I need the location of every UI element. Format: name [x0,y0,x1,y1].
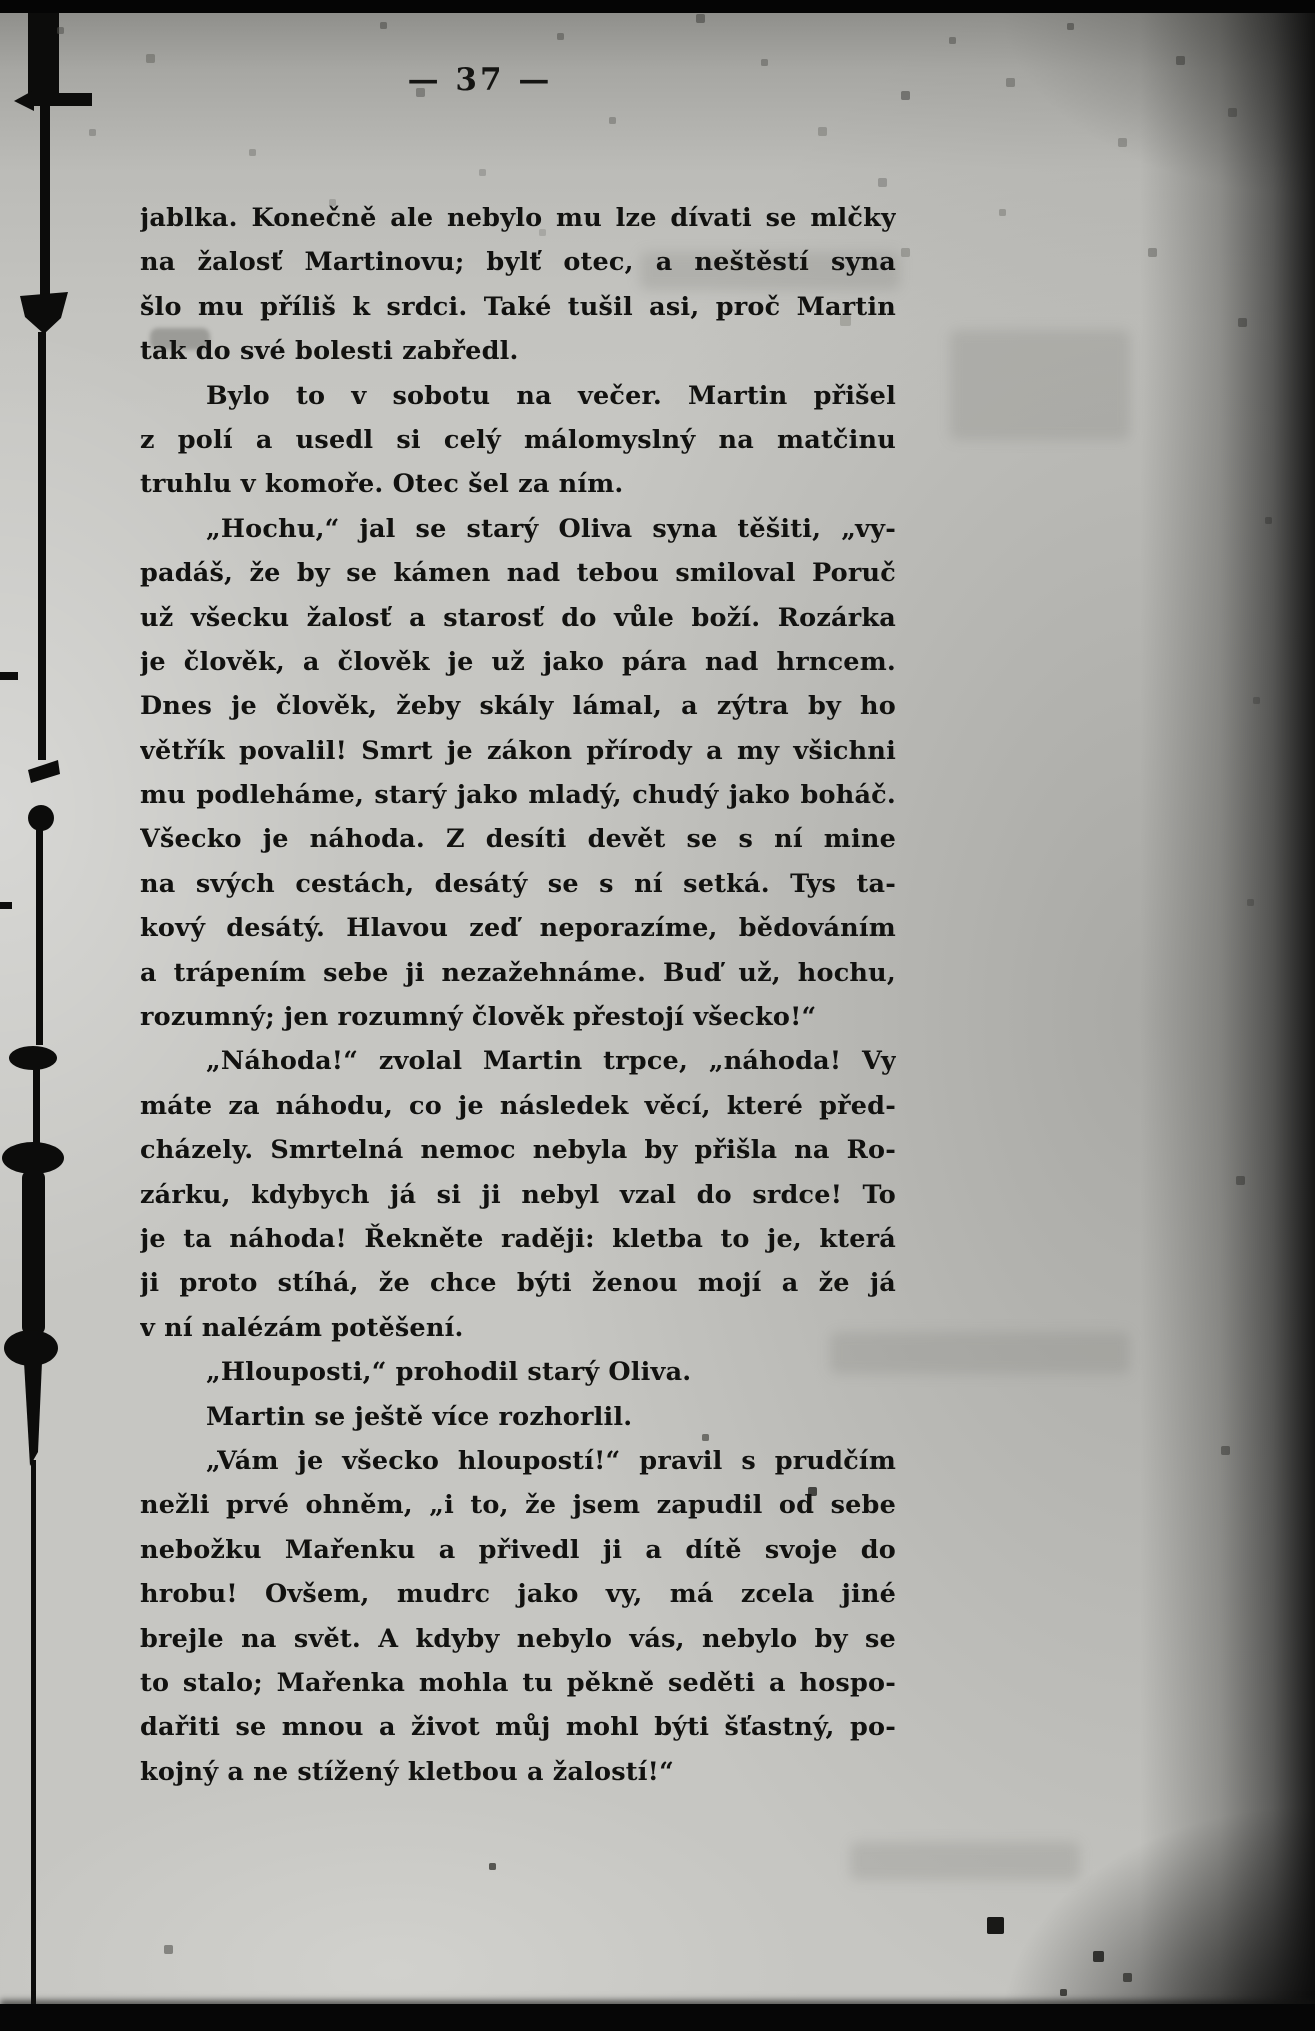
text-line: zárku, kdybych já si ji nebyl vzal do srdce! To [140,1179,896,1210]
text-line: z polí a usedl si celý málomyslný na matčinu [140,424,896,455]
text-line: máte za náhodu, co je následek věcí, které před- [140,1090,896,1121]
text-line: „Náhoda!“ zvolal Martin trpce, „náhoda! Vy [206,1046,896,1077]
text-line: Bylo to v sobotu na večer. Martin přišel [206,380,896,411]
text-line: kový desátý. Hlavou zeď neporazíme, bědováním [140,913,896,944]
text-line: padáš, že by se kámen nad tebou smiloval Poruč [140,558,896,589]
text-line: nebožku Mařenku a přivedl ji a dítě svoje do [140,1534,896,1565]
text-line: už všecku žalosť a starosť do vůle boží. Rozárka [140,602,896,633]
text-line: větřík povalil! Smrt je zákon přírody a my všichni [140,735,896,766]
text-line: „Vám je všecko hloupostí!“ pravil s prudčím [206,1445,896,1476]
text-line: „Hochu,“ jal se starý Oliva syna těšiti, „vy- [206,513,896,544]
text-line: a trápením sebe ji nezažehnáme. Buď už, hochu, [140,957,896,988]
text-line: dařiti se mnou a život můj mohl býti šťastný, po- [140,1712,896,1743]
text-line: na žalosť Martinovu; bylť otec, a neštěstí syna [140,247,896,278]
text-line: mu podleháme, starý jako mladý, chudý jako boháč. [140,780,896,811]
text-line: v ní nalézám potěšení. [140,1312,464,1343]
text-line: kojný a ne stížený kletbou a žalostí!“ [140,1756,674,1787]
text-line: ji proto stíhá, že chce býti ženou mojí a že já [140,1268,896,1299]
text-line: „Hlouposti,“ prohodil starý Oliva. [206,1357,692,1388]
text-line: brejle na svět. A kdyby nebylo vás, nebylo by se [140,1623,896,1654]
text-line: hrobu! Ovšem, mudrc jako vy, má zcela jiné [140,1579,896,1610]
text-line: je ta náhoda! Řekněte raději: kletba to je, která [140,1223,896,1254]
binding-thread-artifact [0,0,100,2031]
scan-top-edge [0,0,1315,13]
page-text [140,196,896,1794]
text-line: nežli prvé ohněm, „i to, že jsem zapudil od sebe [140,1490,896,1521]
scan-right-vignette [1140,0,1315,2031]
text-line: je člověk, a člověk je už jako pára nad hrncem. [140,646,896,677]
text-line: jablka. Konečně ale nebylo mu lze dívati se mlčky [140,203,896,233]
text-line: Martin se ještě více rozhorlil. [206,1401,633,1432]
text-line: truhlu v komoře. Otec šel za ním. [140,469,624,500]
bleedthrough-ghost [950,330,1130,440]
text-line: Dnes je člověk, žeby skály lámal, a zýtra by ho [140,691,896,722]
scan-bottom-edge [0,2004,1315,2031]
text-line: na svých cestách, desátý se s ní setká. Tys ta- [140,868,896,899]
page-number: — 37 — [407,62,553,98]
text-line: to stalo; Mařenka mohla tu pěkně seděti a hospo- [140,1667,896,1698]
text-line: rozumný; jen rozumný člověk přestojí všecko!“ [140,1002,817,1033]
bleedthrough-ghost [850,1842,1080,1880]
text-line: šlo mu příliš k srdci. Také tušil asi, proč Martin [140,291,896,322]
text-line: tak do své bolesti zabředl. [140,336,519,367]
text-line: cházely. Smrtelná nemoc nebyla by přišla na Ro- [140,1135,896,1166]
text-line: Všecko je náhoda. Z desíti devět se s ní mine [140,824,896,855]
